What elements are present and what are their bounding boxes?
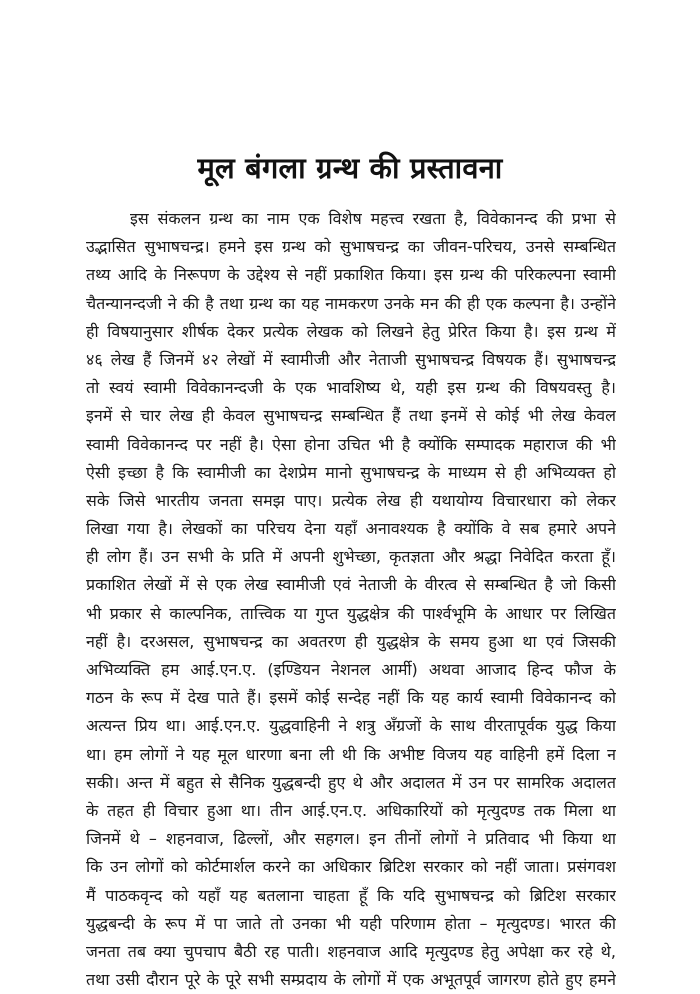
- text-line: सकी। अन्त में बहुत से सैनिक युद्धबन्दी हुए थे और अदालत में उन पर सामरिक अदालत: [86, 772, 616, 792]
- text-line: लिखा गया है। लेखकों का परिचय देना यहाँ अनावश्यक है क्योंकि वे सब हमारे अपने: [86, 519, 616, 539]
- text-line: मैं पाठकवृन्द को यहाँ यह बतलाना चाहता हूँ कि यदि सुभाषचन्द्र को ब्रिटिश सरकार: [86, 885, 616, 905]
- text-line: चैतन्यानन्दजी ने की है तथा ग्रन्थ का यह नामकरण उनके मन की ही एक कल्पना है। उन्होंने: [86, 293, 616, 313]
- text-line: कि उन लोगों को कोर्टमार्शल करने का अधिकार ब्रिटिश सरकार को नहीं जाता। प्रसंगवश: [86, 857, 616, 877]
- text-line: जनता तब क्या चुपचाप बैठी रह पाती। शहनवाज आदि मृत्युदण्ड हेतु अपेक्षा कर रहे थे,: [86, 941, 616, 961]
- text-line: प्रकाशित लेखों में से एक लेख स्वामीजी एवं नेताजी के वीरत्व से सम्बन्धित है जो किसी: [86, 575, 616, 595]
- text-line: स्वामी विवेकानन्द पर नहीं है। ऐसा होना उचित भी है क्योंकि सम्पादक महाराज की भी: [86, 434, 616, 454]
- text-line: तो स्वयं स्वामी विवेकानन्दजी के एक भावशिष्य थे, यही इस ग्रन्थ की विषयवस्तु है।: [86, 378, 616, 398]
- text-line: तथा उसी दौरान पूरे के पूरे सभी सम्प्रदाय के लोगों में एक अभूतपूर्व जागरण होते हुए हमने: [86, 970, 616, 990]
- text-line: ही लोग हैं। उन सभी के प्रति में अपनी शुभेच्छा, कृतज्ञता और श्रद्धा निवेदित करता हूँ।: [86, 547, 616, 567]
- text-line: था। हम लोगों ने यह मूल धारणा बना ली थी कि अभीष्ट विजय यह वाहिनी हमें दिला न: [86, 744, 616, 764]
- text-line: उद्भासित सुभाषचन्द्र। हमने इस ग्रन्थ को सुभाषचन्द्र का जीवन-परिचय, उनसे सम्बन्धित: [86, 237, 616, 257]
- text-line: तथ्य आदि के निरूपण के उद्देश्य से नहीं प्रकाशित किया। इस ग्रन्थ की परिकल्पना स्वामी: [86, 265, 616, 285]
- text-line: के तहत ही विचार हुआ था। तीन आई.एन.ए. अधिकारियों को मृत्युदण्ड तक मिला था: [86, 800, 616, 820]
- text-line: युद्धबन्दी के रूप में पा जाते तो उनका भी यही परिणाम होता – मृत्युदण्ड। भारत की: [86, 913, 616, 933]
- text-line: इस संकलन ग्रन्थ का नाम एक विशेष महत्त्व रखता है, विवेकानन्द की प्रभा से: [130, 209, 616, 228]
- text-line: ही विषयानुसार शीर्षक देकर प्रत्येक लेखक को लिखने हेतु प्रेरित किया है। इस ग्रन्थ में: [86, 321, 616, 341]
- text-line: ऐसी इच्छा है कि स्वामीजी का देशप्रेम मानो सुभाषचन्द्र के माध्यम से ही अभिव्यक्त हो: [86, 462, 616, 482]
- text-line: सके जिसे भारतीय जनता समझ पाए। प्रत्येक लेख ही यथायोग्य विचारधारा को लेकर: [86, 490, 616, 510]
- text-line: अत्यन्त प्रिय था। आई.एन.ए. युद्धवाहिनी ने शत्रु अँग्रजों के साथ वीरतापूर्वक युद्ध किया: [86, 716, 616, 736]
- text-line: अभिव्यक्ति हम आई.एन.ए. (इण्डियन नेशनल आर्मी) अथवा आजाद हिन्द फौज के: [86, 660, 616, 679]
- text-line: जिनमें थे – शहनवाज, ढिल्लों, और सहगल। इन तीनों लोगों ने प्रतिवाद भी किया था: [86, 829, 616, 849]
- page-title: मूल बंगला ग्रन्थ की प्रस्तावना: [197, 151, 503, 185]
- body-paragraph: [86, 205, 616, 994]
- text-line: गठन के रूप में देख पाते हैं। इसमें कोई सन्देह नहीं कि यह कार्य स्वामी विवेकानन्द को: [86, 688, 616, 708]
- text-line: इनमें से चार लेख ही केवल सुभाषचन्द्र सम्बन्धित हैं तथा इनमें से कोई भी लेख केवल: [86, 406, 616, 426]
- text-line: भी प्रकार से काल्पनिक, तात्त्विक या गुप्त युद्धक्षेत्र की पार्श्वभूमि के आधार पर लिखित: [86, 603, 616, 623]
- text-line: ४६ लेख हैं जिनमें ४२ लेखों में स्वामीजी और नेताजी सुभाषचन्द्र विषयक हैं। सुभाषचन्द्र: [86, 349, 616, 369]
- text-line: नहीं है। दरअसल, सुभाषचन्द्र का अवतरण ही युद्धक्षेत्र के समय हुआ था एवं जिसकी: [86, 631, 616, 651]
